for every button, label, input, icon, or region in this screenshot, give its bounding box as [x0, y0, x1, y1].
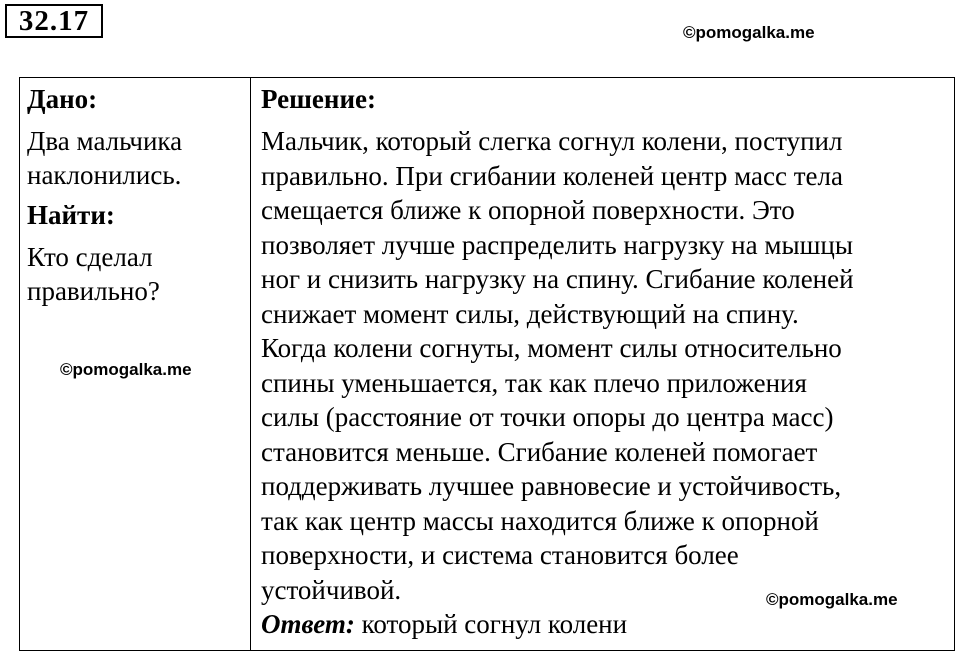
watermark-left: ©pomogalka.me: [60, 360, 192, 379]
find-text: Кто сделал правильно?: [27, 242, 160, 306]
column-divider: [250, 78, 251, 650]
given-text: Два мальчика наклонились.: [27, 126, 183, 190]
solution-column: [261, 82, 951, 641]
answer-line: [261, 607, 951, 641]
answer-label: Ответ:: [261, 609, 355, 639]
given-column: [27, 82, 242, 308]
answer-text: который согнул колени: [361, 609, 628, 639]
find-heading: Найти:: [27, 200, 115, 230]
given-heading: Дано:: [27, 84, 98, 114]
solution-heading: Решение:: [261, 84, 376, 114]
watermark-top: ©pomogalka.me: [683, 23, 815, 42]
solution-text: Мальчик, который слегка согнул колени, поступил правильно. При сгибании коленей центр масс тела смещается ближе к опорной поверхности. Это позволяет лучше распределить нагрузку на мышцы ног и снизить нагрузку на спину. Сгибание коленей снижает момент силы, действующий на спину. Когда колени согнуты, момент силы относительно спины уменьшается, так как плечо приложения силы (расстояние от точки опоры до центра масс) становится меньше. Сгибание коленей помогает поддерживать лучшее равновесие и устойчивость, так как центр массы находится ближе к опорной поверхности, и система становится более устойчивой.: [261, 126, 854, 605]
problem-number: 32.17: [5, 4, 103, 38]
watermark-bottom: ©pomogalka.me: [766, 590, 898, 609]
